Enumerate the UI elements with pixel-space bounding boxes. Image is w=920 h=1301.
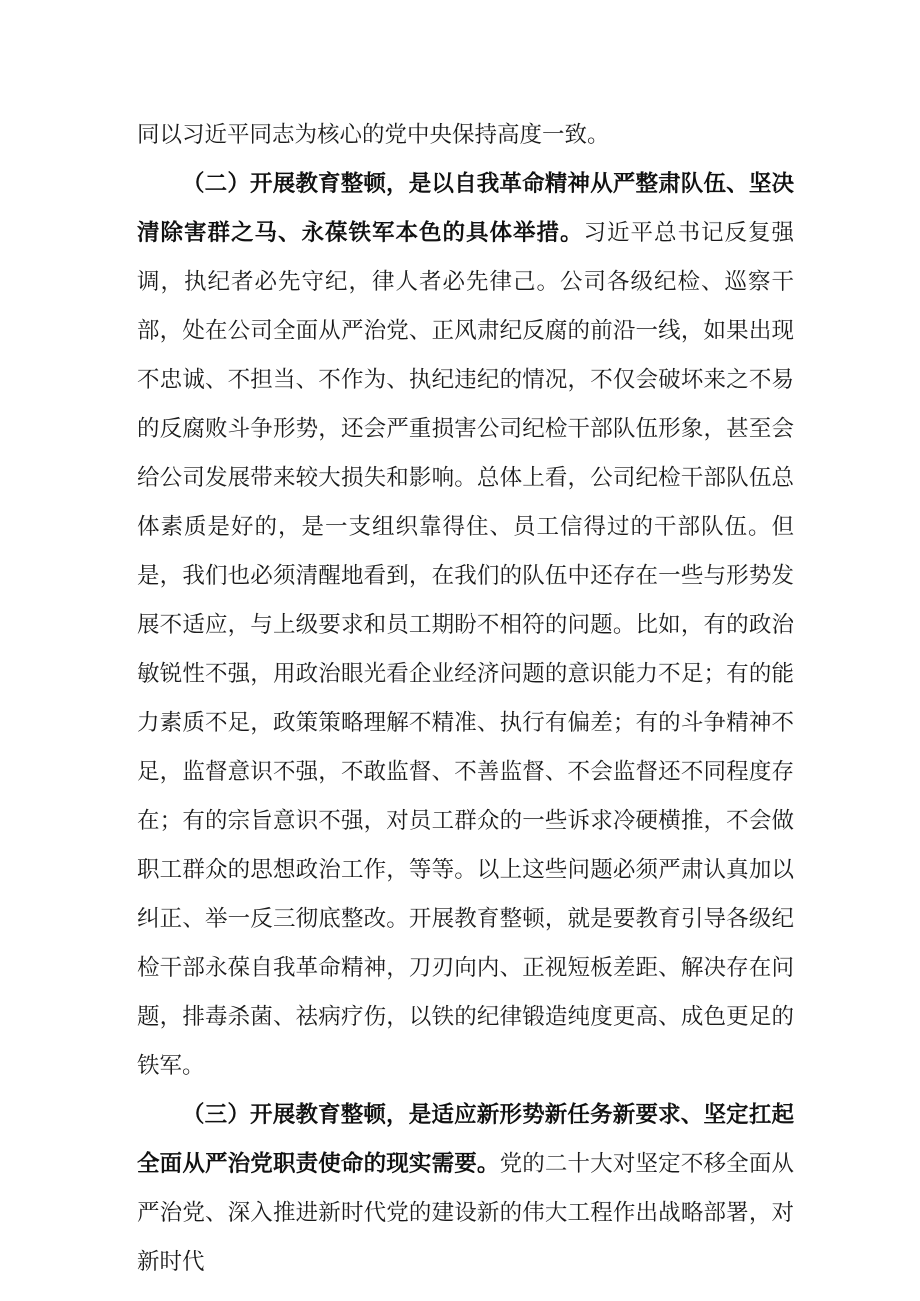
paragraph-continuation xyxy=(137,111,794,160)
section-3-heading: （三）开展教育整顿，是适应新形势新任务新要求、坚定扛起全面从严治党职责使命的现实需要。 xyxy=(137,1102,794,1177)
section-3-body: 党的二十大对坚定不移全面从严治党、深入推进新时代党的建设新的伟大工程作出战略部署，对新时代 xyxy=(137,1151,794,1275)
section-2-body: 习近平总书记反复强调，执纪者必先守纪，律人者必先律己。公司各级纪检、巡察干部，处在公司全面从严治党、正风肃纪反腐的前沿一线，如果出现不忠诚、不担当、不作为、执纪违纪的情况，不仅会破坏来之不易的反腐败斗争形势，还会严重损害公司纪检干部队伍形象，甚至会给公司发展带来较大损失和影响。总体上看，公司纪检干部队伍总体素质是好的，是一支组织靠得住、员工信得过的干部队伍。但是，我们也必须清醒地看到，在我们的队伍中还存在一些与形势发展不适应，与上级要求和员工期盼不相符的问题。比如，有的政治敏锐性不强，用政治眼光看企业经济问题的意识能力不足；有的能力素质不足，政策策略理解不精准、执行有偏差；有的斗争精神不足，监督意识不强，不敢监督、不善监督、不会监督还不同程度存在；有的宗旨意识不强，对员工群众的一些诉求冷硬横推，不会做职工群众的思想政治工作，等等。以上这些问题必须严肃认真加以纠正、举一反三彻底整改。开展教育整顿，就是要教育引导各级纪检干部永葆自我革命精神，刀刃向内、正视短板差距、解决存在问题，排毒杀菌、祛病疗伤，以铁的纪律锻造纯度更高、成色更足的铁军。 xyxy=(137,220,794,1079)
paragraph-section-2 xyxy=(137,160,794,1091)
document-body xyxy=(137,111,794,1287)
paragraph-text: 同以习近平同志为核心的党中央保持高度一致。 xyxy=(137,122,610,148)
section-2-heading: （二）开展教育整顿，是以自我革命精神从严整肃队伍、坚决清除害群之马、永葆铁军本色的具体举措。 xyxy=(137,171,794,246)
paragraph-section-3 xyxy=(137,1091,794,1287)
